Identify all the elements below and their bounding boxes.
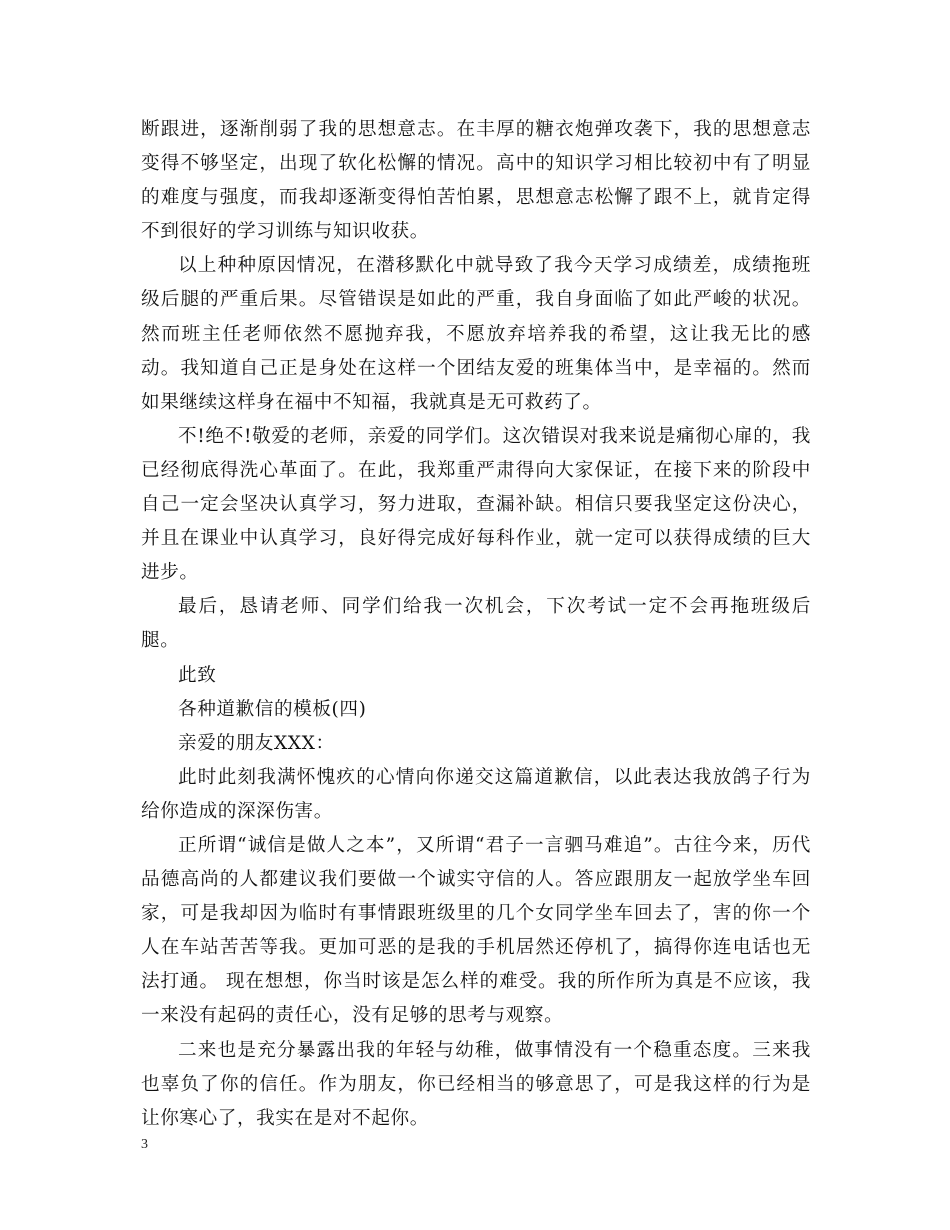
paragraph-5: 此时此刻我满怀愧疚的心情向你递交这篇道歉信，以此表达我放鸽子行为给你造成的深深伤害。 — [141, 766, 811, 822]
paragraph-4: 最后，恳请老师、同学们给我一次机会，下次考试一定不会再拖班级后腿。 — [141, 596, 811, 652]
document-body — [141, 113, 811, 1136]
closing-salutation: 此致 — [178, 664, 217, 686]
paragraph-6: 正所谓“诚信是做人之本”，又所谓“君子一言驷马难追”。古往今来，历代品德高尚的人都建议我们要做一个诚实守信的人。答应跟朋友一起放学坐车回家，可是我却因为临时有事情跟班级里的几个女同学坐车回去了，害的你一个人在车站苦苦等我。更加可恶的是我的手机居然还停机了，搞得你连电话也无法打通。 现在想想，你当时该是怎么样的难受。我的所作所为真是不应该，我一来没有起码的责任心，没有足够的思考与观察。 — [141, 834, 811, 1027]
paragraph-1: 断跟进，逐渐削弱了我的思想意志。在丰厚的糖衣炮弹攻袭下，我的思想意志变得不够坚定，出现了软化松懈的情况。高中的知识学习相比较初中有了明显的难度与强度，而我却逐渐变得怕苦怕累，思想意志松懈了跟不上，就肯定得不到很好的学习训练与知识收获。 — [141, 119, 811, 243]
paragraph-7: 二来也是充分暴露出我的年轻与幼稚，做事情没有一个稳重态度。三来我也辜负了你的信任。作为朋友，你已经相当的够意思了，可是我这样的行为是让你寒心了，我实在是对不起你。 — [141, 1039, 811, 1129]
paragraph-3: 不!绝不!敬爱的老师，亲爱的同学们。这次错误对我来说是痛彻心扉的，我已经彻底得洗心革面了。在此，我郑重严肃得向大家保证，在接下来的阶段中自己一定会坚决认真学习，努力进取，查漏补缺。相信只要我坚定这份决心，并且在课业中认真学习，良好得完成好每科作业，就一定可以获得成绩的巨大进步。 — [141, 425, 811, 584]
page-number: 3 — [141, 1137, 148, 1152]
section-heading: 各种道歉信的模板(四) — [178, 698, 367, 720]
paragraph-2: 以上种种原因情况，在潜移默化中就导致了我今天学习成绩差，成绩拖班级后腿的严重后果。尽管错误是如此的严重，我自身面临了如此严峻的状况。然而班主任老师依然不愿抛弃我，不愿放弃培养我的希望，这让我无比的感动。我知道自己正是身处在这样一个团结友爱的班集体当中，是幸福的。然而如果继续这样身在福中不知福，我就真是无可救药了。 — [141, 255, 811, 413]
letter-greeting: 亲爱的朋友XXX： — [178, 732, 335, 754]
